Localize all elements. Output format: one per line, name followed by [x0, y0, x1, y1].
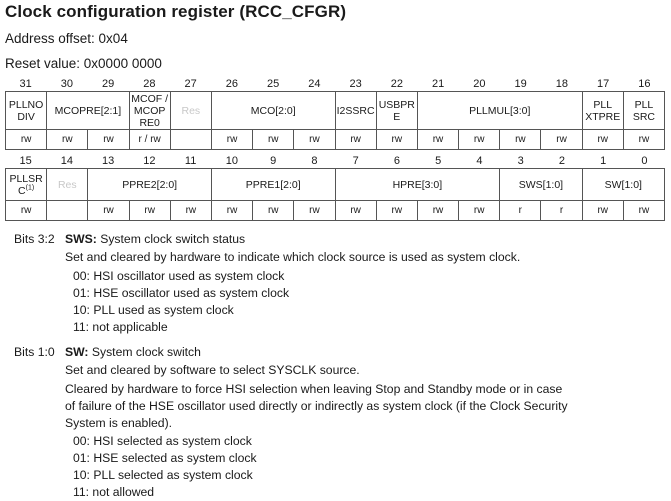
bit-number: 7 [352, 155, 359, 167]
field-heading-sw [65, 344, 201, 361]
field-name-sw: SW: [65, 345, 89, 359]
bit-number: 24 [308, 78, 321, 90]
field-sw: SW[1:0] [583, 169, 665, 201]
access-cell: r / rw [130, 130, 171, 150]
field-reserved: Res [171, 92, 212, 130]
bit-number: 25 [267, 78, 280, 90]
field-pllnodiv: PLLNO DIV [6, 92, 47, 130]
bit-number: 13 [102, 155, 115, 167]
sw-description-2: Cleared by hardware to force HSI selection when leaving Stop and Standby mode or in case [65, 382, 563, 396]
bit-number: 20 [473, 78, 486, 90]
bit-number: 1 [600, 155, 607, 167]
field-ppre1: PPRE1[2:0] [212, 169, 336, 201]
bit-number: 15 [19, 155, 32, 167]
sws-value-01: 01: HSE oscillator used as system clock [73, 286, 290, 300]
sws-value-10: 10: PLL used as system clock [73, 303, 234, 317]
sw-value-10: 10: PLL selected as system clock [73, 468, 253, 482]
access-cell: rw [253, 201, 294, 221]
bit-numbers-upper [5, 77, 665, 91]
field-i2ssrc: I2SSRC [336, 92, 377, 130]
bit-number: 4 [476, 155, 483, 167]
access-cell: rw [171, 201, 212, 221]
access-cell: rw [583, 130, 624, 150]
sws-value-00: 00: HSI oscillator used as system clock [73, 269, 285, 283]
register-table-lower [5, 168, 665, 221]
access-cell [47, 201, 88, 221]
bit-number: 22 [390, 78, 403, 90]
bit-number: 17 [597, 78, 610, 90]
field-name-sws: SWS: [65, 232, 97, 246]
sws-description: Set and cleared by hardware to indicate which clock source is used as system clock. [65, 250, 521, 264]
access-cell: rw [212, 130, 253, 150]
bit-number: 23 [349, 78, 362, 90]
access-cell: r [541, 201, 582, 221]
sw-description-4: System is enabled). [65, 416, 173, 430]
register-table-upper [5, 91, 665, 150]
access-cell: rw [336, 201, 377, 221]
sws-value-11: 11: not applicable [73, 320, 168, 334]
bit-number: 21 [432, 78, 445, 90]
field-pllsrc-lower [6, 169, 47, 201]
access-cell: rw [294, 201, 335, 221]
register-lower-half [5, 154, 665, 221]
field-name: PLLSR C [9, 172, 43, 197]
field-pllxtpre: PLL XTPRE [583, 92, 624, 130]
sw-value-11: 11: not allowed [73, 485, 155, 499]
field-pllmul: PLLMUL[3:0] [418, 92, 583, 130]
bit-number: 8 [311, 155, 318, 167]
sw-description-3: of failure of the HSE oscillator used directly or indirectly as system clock (if the Clock Security [65, 399, 568, 413]
access-cell: rw [541, 130, 582, 150]
bit-number: 5 [435, 155, 442, 167]
bit-number: 28 [143, 78, 156, 90]
access-cell: rw [583, 201, 624, 221]
bit-number: 12 [143, 155, 156, 167]
field-ppre2: PPRE2[2:0] [88, 169, 212, 201]
access-cell: rw [88, 201, 129, 221]
address-offset: Address offset: 0x04 [5, 31, 128, 46]
bit-number: 30 [60, 78, 73, 90]
field-usbpre: USBPR E [377, 92, 418, 130]
access-cell: rw [6, 130, 47, 150]
access-cell: rw [500, 130, 541, 150]
bit-number: 2 [558, 155, 565, 167]
bit-number: 18 [555, 78, 568, 90]
page-title: Clock configuration register (RCC_CFGR) [5, 2, 347, 21]
access-cell: r [500, 201, 541, 221]
bit-number: 27 [184, 78, 197, 90]
access-cell: rw [212, 201, 253, 221]
sw-description-1: Set and cleared by software to select SYSCLK source. [65, 363, 360, 377]
reset-value: Reset value: 0x0000 0000 [5, 56, 162, 71]
bit-number: 26 [225, 78, 238, 90]
access-cell: rw [624, 201, 665, 221]
field-sws: SWS[1:0] [500, 169, 582, 201]
bits-label-sws: Bits 3:2 [14, 232, 55, 246]
bit-number: 29 [102, 78, 115, 90]
access-cell: rw [459, 201, 500, 221]
access-cell: rw [377, 130, 418, 150]
access-cell: rw [336, 130, 377, 150]
access-cell: rw [47, 130, 88, 150]
field-title-sw: System clock switch [88, 345, 201, 359]
access-cell: rw [88, 130, 129, 150]
access-cell: rw [418, 130, 459, 150]
access-cell: rw [253, 130, 294, 150]
access-cell: rw [294, 130, 335, 150]
access-cell: rw [624, 130, 665, 150]
access-cell: rw [6, 201, 47, 221]
bit-number: 10 [225, 155, 238, 167]
field-mcopre: MCOPRE[2:1] [47, 92, 129, 130]
footnote-marker: (1) [25, 184, 35, 191]
field-pllsrc: PLL SRC [624, 92, 665, 130]
access-cell: rw [459, 130, 500, 150]
bit-number: 14 [60, 155, 73, 167]
access-cell: rw [418, 201, 459, 221]
field-title-sws: System clock switch status [96, 232, 246, 246]
bit-number: 11 [184, 155, 197, 167]
access-cell: rw [377, 201, 418, 221]
bit-number: 3 [517, 155, 524, 167]
register-upper-half [5, 77, 665, 150]
sw-value-00: 00: HSI selected as system clock [73, 434, 252, 448]
bit-number: 6 [393, 155, 400, 167]
bit-number: 16 [638, 78, 651, 90]
bit-numbers-lower [5, 154, 665, 168]
bit-number: 19 [514, 78, 527, 90]
field-reserved: Res [47, 169, 88, 201]
bit-number: 31 [19, 78, 32, 90]
field-mco: MCO[2:0] [212, 92, 336, 130]
bits-label-sw: Bits 1:0 [14, 345, 55, 359]
access-cell [171, 130, 212, 150]
bit-number: 9 [270, 155, 277, 167]
field-mcof-mcopre0: MCOF / MCOP RE0 [130, 92, 171, 130]
sw-value-01: 01: HSE selected as system clock [73, 451, 257, 465]
access-cell: rw [130, 201, 171, 221]
field-hpre: HPRE[3:0] [336, 169, 501, 201]
bit-number: 0 [641, 155, 648, 167]
field-heading-sws [65, 231, 245, 248]
